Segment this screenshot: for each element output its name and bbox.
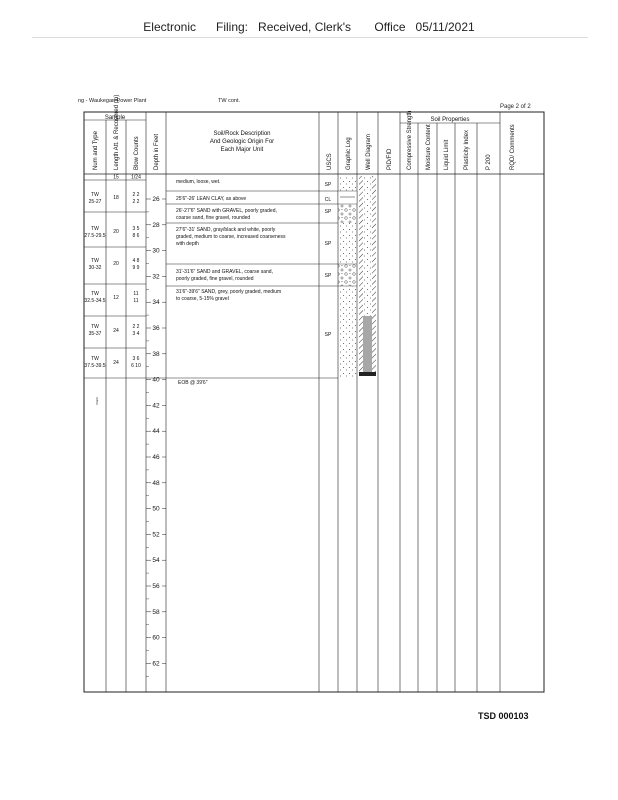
header-p200: P 200 (486, 154, 492, 170)
sample-row (84, 226, 146, 247)
depth-label: 28 (152, 221, 160, 229)
description-row (166, 196, 338, 204)
depth-label: 38 (152, 350, 160, 358)
sample-range: 35-37 (88, 331, 102, 337)
header-uscs: USCS (327, 153, 333, 170)
description-row (166, 179, 338, 191)
sample-length: 24 (113, 360, 119, 366)
header-plasticity: Plasticity Index (464, 129, 470, 170)
header-blow-counts: Blow Counts (134, 136, 140, 170)
sample-num: TW (91, 258, 99, 264)
header-office: Office (374, 20, 406, 34)
log-continued-label: TW cont. (218, 98, 241, 104)
header-description-3: Each Major Unit (220, 147, 264, 153)
sample-num: TW (91, 226, 99, 232)
sample-row (84, 356, 146, 378)
uscs-code: CL (324, 197, 332, 203)
uscs-code: SP (324, 209, 332, 215)
depth-scale (146, 196, 166, 676)
header-length-recovered: Length Att. & Recovered (in) (114, 94, 120, 170)
well-diagram (359, 176, 376, 376)
sample-row (84, 258, 146, 284)
soil-properties-label: Soil Properties (430, 117, 470, 123)
header-moisture: Moisture Content (426, 124, 432, 170)
description-line: 26'-27'6" SAND with GRAVEL, poorly graded, (176, 208, 277, 214)
header-description-2: And Geologic Origin For (209, 139, 275, 145)
sample-blows: 3 4 (132, 331, 140, 337)
depth-label: 56 (152, 583, 160, 590)
sample-blows: 8 6 (132, 233, 140, 239)
header-liquid-limit: Liquid Limit (444, 139, 450, 170)
uscs-code: SP (324, 273, 332, 279)
description-row (166, 208, 338, 223)
description-line: 31'-31'6" SAND and GRAVEL, coarse sand, (176, 269, 273, 275)
sample-length: 20 (113, 261, 119, 267)
uscs-code: SP (324, 241, 332, 247)
sample-blows: 11 (133, 291, 139, 297)
description-line: 25'6"-26' LEAN CLAY, as above (176, 196, 247, 202)
description-line: medium, loose, wet. (176, 179, 221, 185)
sample-blows: 2 2 (132, 199, 140, 205)
description-line: with depth (176, 241, 199, 247)
header-electronic: Electronic (143, 20, 196, 34)
sample-range: 25-27 (88, 199, 102, 205)
sample-num: TW (91, 291, 99, 297)
depth-label: 62 (152, 660, 160, 668)
sample-blows: 11 (133, 298, 139, 304)
description-line: 31'6"-39'6" SAND, grey, poorly graded, medium (176, 289, 282, 295)
uscs-code: SP (324, 182, 332, 188)
header-filing: Filing: (216, 20, 249, 34)
sample-blows: 3 6 (132, 356, 140, 362)
sample-range: 30-32 (88, 265, 102, 271)
sample-row (84, 324, 146, 348)
sample-blows: 9 9 (132, 265, 140, 271)
sample-num: TW (91, 356, 99, 362)
document-id-code: TSD 000103 (478, 711, 529, 721)
sample-num: TW (91, 192, 99, 198)
sample-blows: 2 2 (132, 192, 140, 198)
description-line: poorly graded, fine gravel, rounded (176, 276, 254, 282)
description-line: coarse sand, fine gravel, rounded (176, 215, 251, 221)
depth-label: 52 (152, 531, 160, 539)
sample-blows: 4 8 (132, 258, 140, 264)
description-line: 27'6"-31' SAND, gray/black and white, poorly (176, 227, 276, 233)
depth-label: 58 (152, 608, 160, 616)
description-rows (146, 179, 338, 386)
depth-label: 44 (152, 428, 160, 436)
sample-group-label: Sample (104, 115, 126, 121)
header-depth: Depth in Feet (154, 133, 160, 170)
sample-blows: 3 5 (132, 226, 140, 232)
depth-label: 42 (152, 402, 160, 410)
depth-label: 54 (152, 557, 160, 565)
description-row (178, 380, 208, 386)
sample-length: 12 (113, 295, 119, 301)
top-blows: 1/24 (131, 174, 141, 181)
sample-rows (84, 192, 146, 378)
depth-label: 30 (152, 247, 160, 255)
sample-length: 24 (113, 328, 119, 334)
depth-label: 46 (152, 454, 160, 461)
depth-label: 60 (152, 634, 160, 642)
header-pid-fid: PID/FID (387, 148, 393, 170)
depth-label: 48 (152, 479, 160, 487)
sample-range: 27.5-29.5 (84, 233, 106, 239)
description-row (146, 289, 338, 378)
sample-blows: 6 10 (131, 363, 141, 369)
depth-label: 50 (152, 505, 160, 513)
log-title: ng - Waukegan Power Plant (78, 98, 147, 104)
sample-row (84, 291, 146, 316)
page-number: Page 2 of 2 (500, 104, 531, 110)
graphic-log (338, 176, 357, 378)
description-line: to coarse, 5-15% gravel (176, 296, 229, 302)
top-length: 15 (113, 174, 119, 181)
header-graphic-log: Graphic Log (346, 137, 352, 170)
sample-length: 18 (113, 195, 119, 201)
sample-row (84, 192, 146, 212)
header-rqd-comments: RQD/ Comments (510, 124, 516, 170)
sample-length: 20 (113, 229, 119, 235)
uscs-code: SP (324, 332, 332, 338)
sample-blows: 2 2 (132, 324, 140, 330)
sample-range: 32.5-34.5 (84, 298, 106, 304)
depth-label: 32 (152, 273, 160, 281)
header-well-diagram: Well Diagram (366, 134, 372, 170)
header-received: Received, Clerk's (258, 20, 352, 34)
header-compressive: Compressive Strength (407, 110, 413, 170)
end-of-boring-text: EOB @ 39'6" (178, 380, 208, 386)
stray-mark: ' (97, 400, 98, 406)
depth-label: 34 (152, 299, 160, 307)
header-num-type: Num and Type (93, 131, 99, 170)
sample-range: 37.5-39.5 (84, 363, 106, 369)
description-row (166, 227, 338, 264)
depth-label: 36 (152, 325, 160, 332)
description-line: graded, medium to coarse, increased coarseness (176, 234, 286, 240)
depth-label: 26 (152, 196, 160, 203)
description-row (166, 269, 338, 286)
sample-num: TW (91, 324, 99, 330)
header-description-1: Soil/Rock Description (213, 131, 271, 137)
depth-label: 40 (152, 376, 160, 384)
header-date: 05/11/2021 (415, 20, 475, 34)
